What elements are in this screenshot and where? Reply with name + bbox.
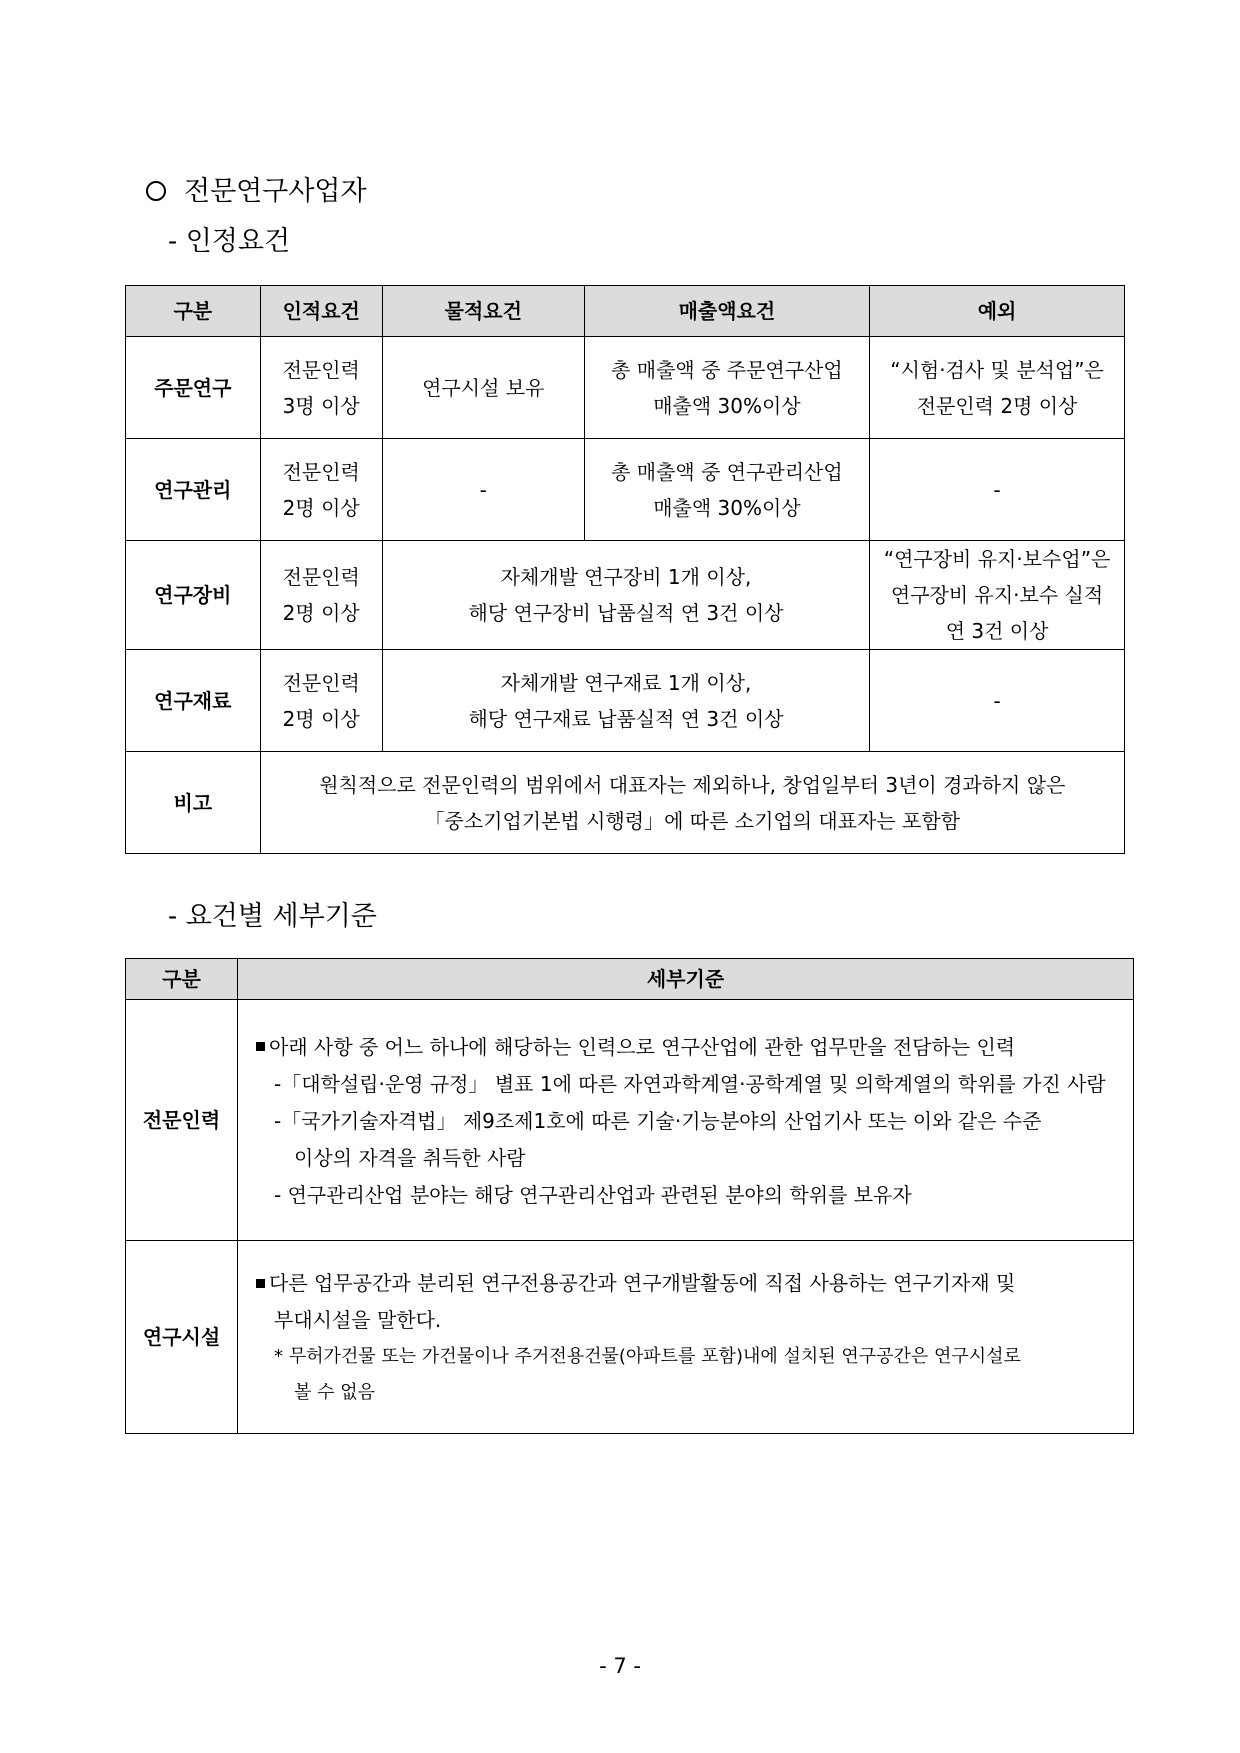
human-requirement: 전문인력 2명 이상 — [260, 650, 382, 752]
human-requirement: 전문인력 3명 이상 — [260, 337, 382, 439]
physical-requirement: - — [382, 439, 584, 541]
criteria-line: 이상의 자격을 취득한 사람 — [294, 1145, 526, 1170]
table-row — [126, 1241, 1134, 1434]
page-number: - 7 - — [599, 1654, 641, 1678]
human-requirement: 전문인력 2명 이상 — [260, 439, 382, 541]
criteria-note: 볼 수 없음 — [294, 1382, 375, 1403]
header-human: 인적요건 — [260, 286, 382, 337]
row-label: 연구장비 — [126, 541, 261, 650]
header-exception: 예외 — [870, 286, 1125, 337]
table-row — [126, 752, 1125, 854]
subheading-detail-criteria: - 요건별 세부기준 — [168, 901, 377, 932]
section-heading — [146, 175, 367, 209]
row-label: 비고 — [126, 752, 261, 854]
exception: - — [870, 439, 1125, 541]
section-title: 전문연구사업자 — [184, 176, 367, 207]
square-bullet-icon — [256, 1042, 265, 1051]
row-label: 전문인력 — [126, 1000, 238, 1241]
detail-header-row — [126, 959, 1134, 1000]
criteria-line: -「대학설립·운영 규정」 별표 1에 따른 자연과학계열·공학계열 및 의학계열의 학위를 가진 사람 — [274, 1071, 1106, 1096]
remarks-text: 원칙적으로 전문인력의 범위에서 대표자는 제외하나, 창업일부터 3년이 경과하지 않은 「중소기업기본법 시행령」에 따른 소기업의 대표자는 포함함 — [260, 752, 1124, 854]
exception: - — [870, 650, 1125, 752]
criteria-line: - 연구관리산업 분야는 해당 연구관리산업과 관련된 분야의 학위를 보유자 — [274, 1182, 912, 1207]
requirements-header-row — [126, 286, 1125, 337]
subheading-requirements: - 인정요건 — [168, 226, 291, 257]
header-physical: 물적요건 — [382, 286, 584, 337]
row-label: 연구관리 — [126, 439, 261, 541]
physical-sales-requirement: 자체개발 연구장비 1개 이상, 해당 연구장비 납품실적 연 3건 이상 — [382, 541, 869, 650]
criteria-line: 다른 업무공간과 분리된 연구전용공간과 연구개발활동에 직접 사용하는 연구기자재 및 — [254, 1265, 1123, 1302]
physical-sales-requirement: 자체개발 연구재료 1개 이상, 해당 연구재료 납품실적 연 3건 이상 — [382, 650, 869, 752]
human-requirement: 전문인력 2명 이상 — [260, 541, 382, 650]
facility-criteria — [238, 1241, 1134, 1434]
criteria-note: * 무허가건물 또는 가건물이나 주거전용건물(아파트를 포함)내에 설치된 연구공간은 연구시설로 — [274, 1346, 1021, 1367]
physical-requirement: 연구시설 보유 — [382, 337, 584, 439]
table-row — [126, 541, 1125, 650]
sales-requirement: 총 매출액 중 연구관리산업 매출액 30%이상 — [584, 439, 869, 541]
exception: “시험·검사 및 분석업”은 전문인력 2명 이상 — [870, 337, 1125, 439]
sales-requirement: 총 매출액 중 주문연구산업 매출액 30%이상 — [584, 337, 869, 439]
circle-bullet-icon — [146, 181, 166, 201]
criteria-line: 부대시설을 말한다. — [274, 1308, 442, 1332]
row-label: 주문연구 — [126, 337, 261, 439]
criteria-line: 아래 사항 중 어느 하나에 해당하는 인력으로 연구산업에 관한 업무만을 전담하는 인력 — [254, 1029, 1123, 1066]
header-category: 구분 — [126, 959, 238, 1000]
header-sales: 매출액요건 — [584, 286, 869, 337]
detail-criteria-table — [125, 958, 1134, 1434]
requirements-table — [125, 285, 1125, 854]
table-row — [126, 337, 1125, 439]
table-row — [126, 439, 1125, 541]
row-label: 연구시설 — [126, 1241, 238, 1434]
table-row — [126, 650, 1125, 752]
square-bullet-icon — [256, 1279, 265, 1288]
personnel-criteria — [238, 1000, 1134, 1241]
table-row — [126, 1000, 1134, 1241]
header-category: 구분 — [126, 286, 261, 337]
header-criteria: 세부기준 — [238, 959, 1134, 1000]
row-label: 연구재료 — [126, 650, 261, 752]
exception: “연구장비 유지·보수업”은 연구장비 유지·보수 실적 연 3건 이상 — [870, 541, 1125, 650]
criteria-line: -「국가기술자격법」 제9조제1호에 따른 기술·기능분야의 산업기사 또는 이와 같은 수준 — [274, 1108, 1042, 1133]
